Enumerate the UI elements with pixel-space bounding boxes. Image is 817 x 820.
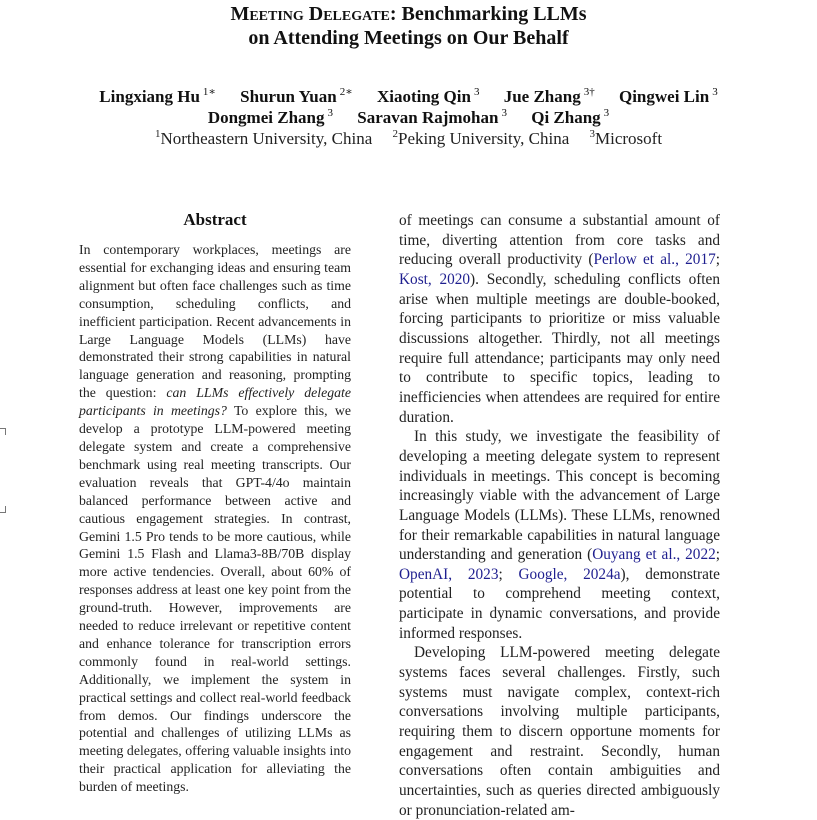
- affiliation: [590, 124, 663, 149]
- intro-paragraph-1: [399, 211, 720, 427]
- affiliation-name: Northeastern University, China: [160, 129, 373, 148]
- affiliations: [0, 124, 817, 149]
- author-affil-mark: 1∗: [202, 86, 216, 98]
- title-line-1: [0, 2, 817, 26]
- author-name: Dongmei Zhang: [207, 108, 325, 127]
- paper-title: [0, 2, 817, 50]
- body-text: In this study, we investigate the feasibility of developing a meeting delegate system to represent individuals in meetings. This concept is becoming increasingly viable with the advancement of Large Language Models (LLMs). These LLMs, renowned for their remarkable capabilities in natural language understanding and generation (: [399, 428, 720, 564]
- body-text: ;: [715, 546, 720, 564]
- author-affil-mark: 3: [327, 107, 333, 119]
- author-name: Saravan Rajmohan: [357, 108, 499, 127]
- crop-mark-top: [0, 428, 6, 435]
- citation-link[interactable]: OpenAI, 2023: [399, 565, 499, 583]
- abstract-text: In contemporary workplaces, meetings are essential for exchanging ideas and ensuring team alignment but often face challenges such as time consumption, scheduling conflicts, and inefficient participation. Recent advancements in Large Language Models (LLMs) have demonstrated their strong capabilities in natural language generation and reasoning, prompting the question:: [79, 242, 351, 401]
- author-name: Jue Zhang: [503, 87, 581, 106]
- author-name: Shurun Yuan: [240, 87, 337, 106]
- title-system-name: Meeting Delegate: [230, 3, 390, 25]
- author-affil-mark: 3†: [583, 86, 595, 98]
- citation-link[interactable]: Ouyang et al., 2022: [592, 546, 716, 564]
- author-affil-mark: 3: [501, 107, 507, 119]
- citation-link[interactable]: Google, 2024a: [518, 565, 621, 583]
- affiliation-mark: 2: [392, 128, 399, 140]
- abstract-text: To explore this, we develop a prototype LLM-powered meeting delegate system and create a comprehensive benchmark using real meeting transcripts. Our evaluation reveals that GPT-4/4o maintain balanced performance between active and cautious engagement strategies. In contrast, Gemini 1.5 Pro tends to be more cautious, while Gemini 1.5 Flash and Llama3-8B/70B display more active tendencies. Overall, about 60% of responses address at least one key point from the ground-truth. However, improvements are needed to reduce irrelevant or repetitive content and enhance tolerance for transcription errors commonly found in real-world settings. Additionally, we implement the system in practical settings and collect real-world feedback from demos. Our findings underscore the potential and challenges of utilizing LLMs as meeting delegates, offering valuable insights into their practical application for alleviating the burden of meetings.: [79, 403, 351, 795]
- body-text: of meetings can consume a substantial amount of time, diverting attention from core tasks and reducing overall productivity (: [399, 212, 720, 269]
- affiliation-name: Microsoft: [595, 129, 663, 148]
- author-affil-mark: 2∗: [339, 86, 353, 98]
- crop-mark-bottom: [0, 506, 6, 513]
- body-text: ), demonstrate potential to comprehend meeting context, participate in dynamic conversations, and provide informed responses.: [399, 565, 720, 642]
- abstract-heading: Abstract: [183, 210, 247, 229]
- author-affil-mark: 3: [473, 86, 480, 98]
- affiliation-mark: 1: [154, 128, 161, 140]
- author-affil-mark: 3: [712, 86, 718, 98]
- citation-link[interactable]: Perlow et al., 2017: [593, 251, 716, 269]
- affiliation-mark: 3: [589, 128, 596, 140]
- body-text: ;: [498, 565, 519, 583]
- author-name: Xiaoting Qin: [376, 87, 471, 106]
- intro-paragraph-2: [399, 427, 720, 643]
- title-line-2: on Attending Meetings on Our Behalf: [248, 27, 569, 49]
- author-affil-mark: 3: [603, 107, 610, 119]
- author-name: Qingwei Lin: [618, 87, 710, 106]
- title-line-1-rest: : Benchmarking LLMs: [389, 3, 587, 25]
- body-text: ). Secondly, scheduling conflicts often arise when multiple meetings are double-booked, forcing participants to prioritize or miss valuable discussions altogether. Thirdly, not all meetings require full attendance; participants may only need to contribute to specific topics, leading to inefficiencies when attendees are required for entire duration.: [399, 270, 720, 426]
- affiliation: [155, 124, 372, 149]
- abstract-paragraph: [79, 241, 351, 796]
- abstract-body: [79, 241, 351, 796]
- abstract-research-question: can LLMs effectively delegate participants in meetings?: [79, 385, 351, 419]
- intro-paragraph-3: Developing LLM-powered meeting delegate systems faces several challenges. Firstly, such systems must navigate complex, context-rich conversations involving multiple participants, requiring them to discern opportune moments for engagement and restraint. Secondly, human conversations often contain ambiguities and uncertainties, such as queries directed ambiguously or pronunciation-related am-: [399, 644, 720, 819]
- author-name: Qi Zhang: [531, 108, 601, 127]
- affiliation-name: Peking University, China: [398, 129, 570, 148]
- body-text: ;: [715, 251, 720, 269]
- citation-link[interactable]: Kost, 2020: [399, 270, 471, 288]
- intro-body: [399, 211, 720, 820]
- affiliation: [393, 124, 570, 149]
- author-name: Lingxiang Hu: [99, 87, 200, 106]
